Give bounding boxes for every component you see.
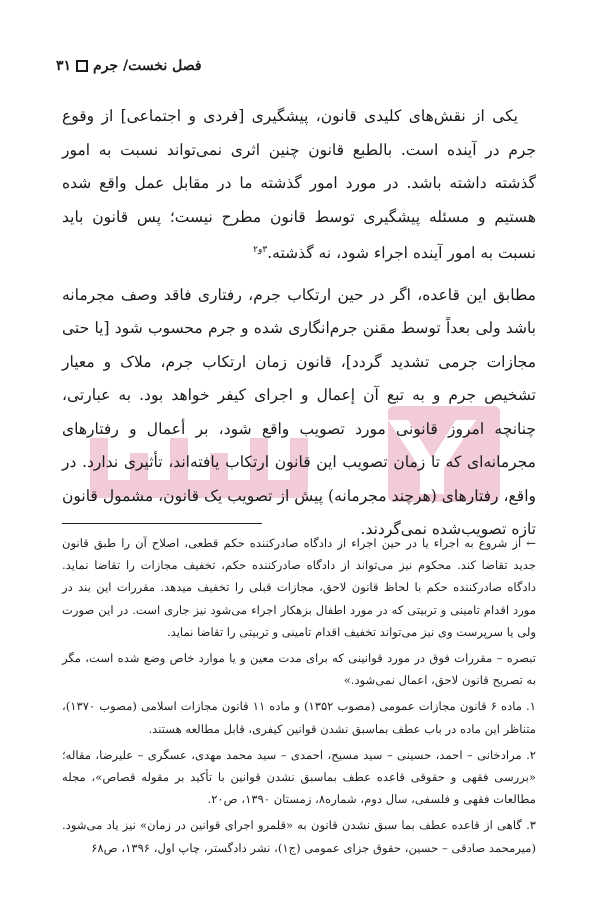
square-ornament-icon xyxy=(76,60,88,72)
page-number: ۳۱ xyxy=(56,58,72,74)
footnote-item: ۳. گاهی از قاعده عطف بما سبق نشدن قانون به «قلمرو اجرای قوانین در زمان» نیز یاد می‌شود. (میرمحمد صادقی – حسین، حقوق جزای عمومی (ج۱)، نشر دادگستر، چاپ اول، ۱۳۹۶، ص۶۸ xyxy=(62,818,536,855)
running-header xyxy=(56,58,544,78)
chapter-title: فصل نخست/ جرم xyxy=(93,58,202,74)
footnote-reference: ۳و۲ xyxy=(253,245,268,255)
header-title-group xyxy=(56,58,202,74)
footnote-divider xyxy=(62,523,262,524)
body-paragraph: یکی از نقش‌های کلیدی قانون، پیشگیری [فردی و اجتماعی] از وقوع جرم در آینده است. بالطبع قانون چنین اثری نمی‌تواند نسبت به امور گذشته داشته باشد. در مورد امور گذشته ما در مقابل عمل واقع شده هستیم و مسئله پیشگیری توسط قانون مطرح نیست؛ پس قانون باید نسبت به امور آینده اجراء شود، نه گذشته.$^{۳و۲}$ xyxy=(62,107,536,263)
footnote-item: ۲. مرادخانی – احمد، حسینی – سید مسیح، احمدی – سید محمد مهدی، عسگری – علیرضا، مقاله؛ «بررسی فقهی و حقوقی قاعده عطف بماسبق نشدن قوانین با تأکید بر مقوله قصاص»، مجله مطالعات فقهی و فلسفی، سال دوم، شماره۸، زمستان ۱۳۹۰، ص۲۰. xyxy=(62,747,536,807)
footnotes xyxy=(62,532,536,863)
body-paragraph: مطابق این قاعده، اگر در حین ارتکاب جرم، رفتاری فاقد وصف مجرمانه باشد ولی بعداً توسط مقنن جرم‌انگاری شده و جرم محسوب شود [یا حتی مجازات جرمی تشدید گردد]، قانون زمان ارتکاب جرم، ملاک و معیار تشخیص جرم و به تبع آن إعمال و اجرای کیفر خواهد بود. به عبارتی، چنانچه امروز قانونی مورد تصویب واقع شود، بر أعمال و رفتارهای مجرمانه‌ای که تا زمان تصویب این قانون ارتکاب یافته‌اند، تأثیری ندارد. در واقع، رفتارهای (هرچند مجرمانه) پیش از تصویب یک قانون، مشمول قانون تازه تصویب‌شده نمی‌گردند. xyxy=(62,285,536,539)
footnote-item: ← از شروع به اجراء یا در حین اجراء از دادگاه صادرکننده حکم قطعی، اصلاح آن را طبق قانون جدید تقاضا کند. محکوم نیز می‌تواند از دادگاه صادرکننده حکم، تخفیف مجازات را تقاضا نماید. دادگاه صادرکننده حکم با لحاظ قانون لاحق، مجازات قبلی را تخفیف میدهد. مقررات این بند در مورد اقدام تامینی و تربیتی که در مورد اطفال بزهکار اجراء می‌شود نیز جاری است. در این صورت ولی یا سرپرست وی نیز می‌تواند تخفیف اقدام تامینی و تربیتی را تقاضا نماید. xyxy=(62,536,536,639)
footnote-item: تبصره – مقررات فوق در مورد قوانینی که برای مدت معین و یا موارد خاص وضع شده است، مگر به تصریح قانون لاحق، اعمال نمی‌شود.» xyxy=(62,651,536,688)
footnote-item: ۱. ماده ۶ قانون مجازات عمومی (مصوب ۱۳۵۲) و ماده ۱۱ قانون مجازات اسلامی (مصوب ۱۳۷۰)، متناظر این ماده در باب عطف بماسبق نشدن قوانین کیفری، قابل مطالعه هستند. xyxy=(62,699,536,736)
body-text xyxy=(62,100,536,547)
